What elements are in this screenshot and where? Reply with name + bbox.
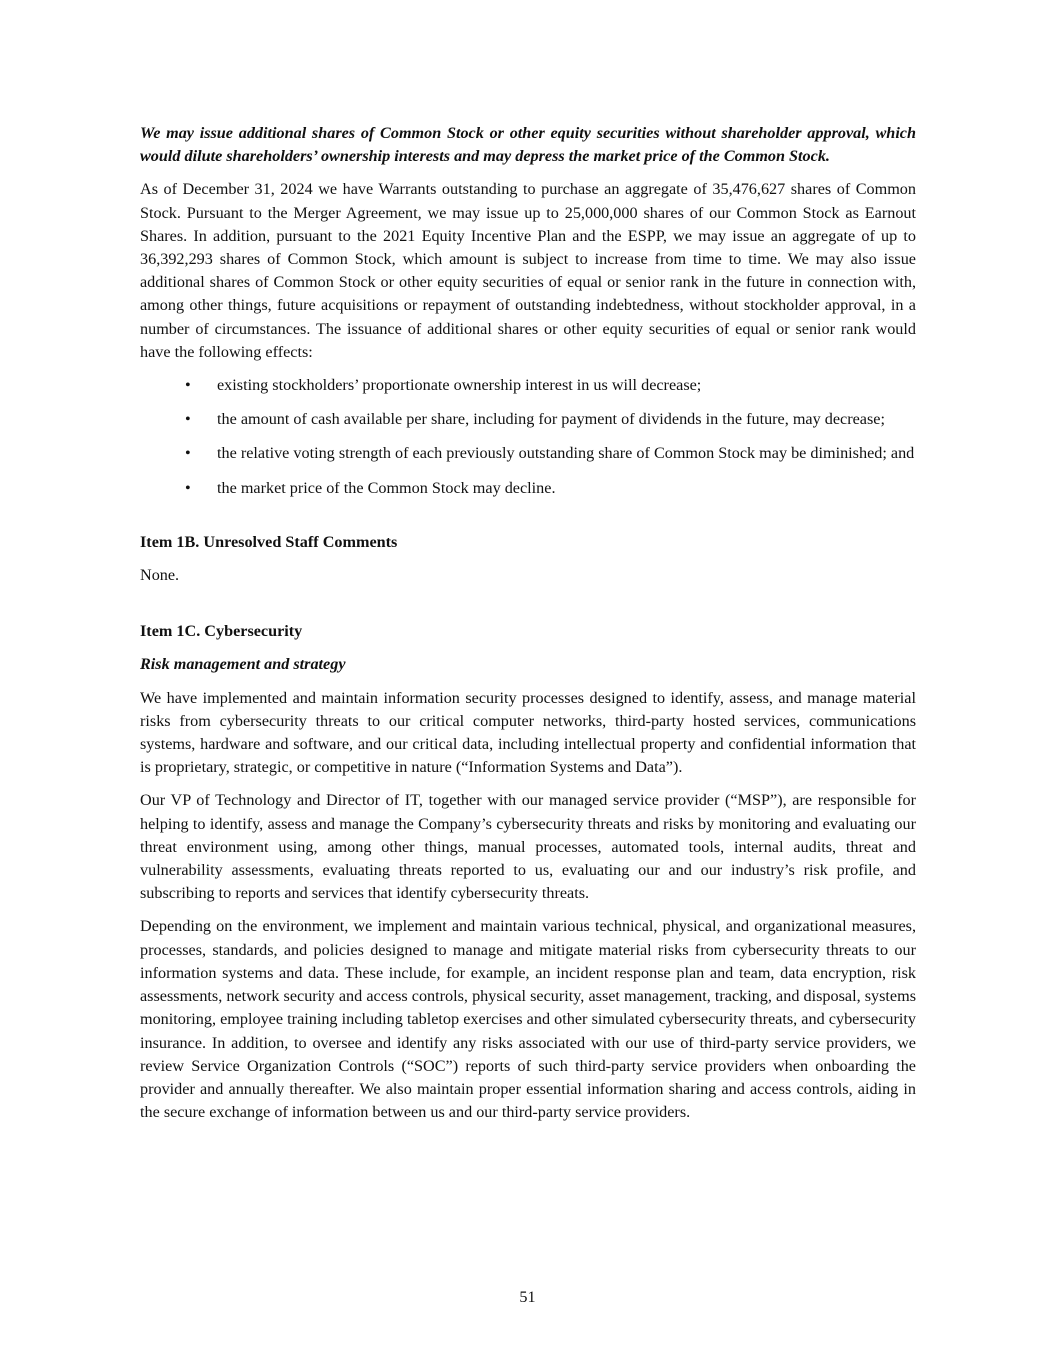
bullet-icon: •: [185, 410, 191, 429]
effects-bullet-list: [140, 374, 916, 500]
risk-factor-paragraph: As of December 31, 2024 we have Warrants outstanding to purchase an aggregate of 35,476,627 shares of Common Stock. Pursuant to the Merger Agreement, we may issue up to 25,000,000 shares of our Common Stock as Earnout Shares. In addition, pursuant to the 2021 Equity Incentive Plan and the ESPP, we may issue an aggregate of up to 36,392,293 shares of Common Stock, which amount is subject to increase from time to time. We may also issue additional shares of Common Stock or other equity securities of equal or senior rank in the future in connection with, among other things, future acquisitions or repayment of outstanding indebtedness, without stockholder approval, in a number of circumstances. The issuance of additional shares or other equity securities of equal or senior rank would have the following effects:: [140, 180, 916, 361]
item-1b-text: None.: [140, 566, 180, 585]
bullet-icon: •: [185, 376, 191, 395]
cybersecurity-paragraph: Our VP of Technology and Director of IT, together with our managed service provider (“MSP”), are responsible for helping to identify, assess and manage the Company’s cybersecurity threats and risks by monitoring and evaluating our threat environment using, among other things, manual processes, automated tools, internal audits, threat and vulnerability assessments, evaluating threats reported to us, evaluating our and our industry’s risk profile, and subscribing to reports and services that identify cybersecurity threats.: [140, 791, 916, 903]
cybersecurity-paragraph: Depending on the environment, we implement and maintain various technical, physical, and organizational measures, processes, standards, and policies designed to manage and mitigate material risks from cybersecurity threats to our information systems and data. These include, for example, an incident response plan and team, data encryption, risk assessments, network security and access controls, physical security, asset management, tracking, and disposal, systems monitoring, employee training including tabletop exercises and other simulated cybersecurity threats, and cybersecurity insurance. In addition, to oversee and identify any risks associated with our use of third-party service providers, we review Service Organization Controls (“SOC”) reports of such third-party service providers when onboarding the provider and annually thereafter. We also maintain proper essential information sharing and access controls, aiding in the secure exchange of information between us and our third-party service providers.: [140, 917, 916, 1122]
risk-factor-heading: We may issue additional shares of Common Stock or other equity securities without shareholder approval, which would dilute shareholders’ ownership interests and may depress the market price of the Common Stock.: [140, 124, 916, 166]
document-body: [140, 122, 916, 1134]
bullet-icon: •: [185, 444, 191, 463]
item-1b-heading: Item 1B. Unresolved Staff Comments: [140, 532, 398, 551]
risk-management-subheading: Risk management and strategy: [140, 655, 346, 674]
page-number: 51: [519, 1288, 536, 1306]
cybersecurity-paragraph: We have implemented and maintain information security processes designed to identify, assess, and manage material risks from cybersecurity threats to our critical computer networks, third-party hosted services, communications systems, hardware and software, and our critical data, including intellectual property and confidential information that is proprietary, strategic, or competitive in nature (“Information Systems and Data”).: [140, 688, 916, 777]
bullet-item: [140, 408, 916, 431]
bullet-item: [140, 442, 916, 465]
bullet-item: [140, 374, 916, 397]
bullet-text: the amount of cash available per share, including for payment of dividends in the future, may decrease;: [217, 410, 885, 429]
bullet-text: the market price of the Common Stock may decline.: [217, 478, 556, 497]
bullet-text: the relative voting strength of each previously outstanding share of Common Stock may be diminished; and: [217, 444, 915, 463]
item-1c-heading: Item 1C. Cybersecurity: [140, 622, 303, 641]
bullet-text: existing stockholders’ proportionate ownership interest in us will decrease;: [217, 376, 702, 395]
bullet-item: [140, 477, 916, 500]
bullet-icon: •: [185, 478, 191, 497]
